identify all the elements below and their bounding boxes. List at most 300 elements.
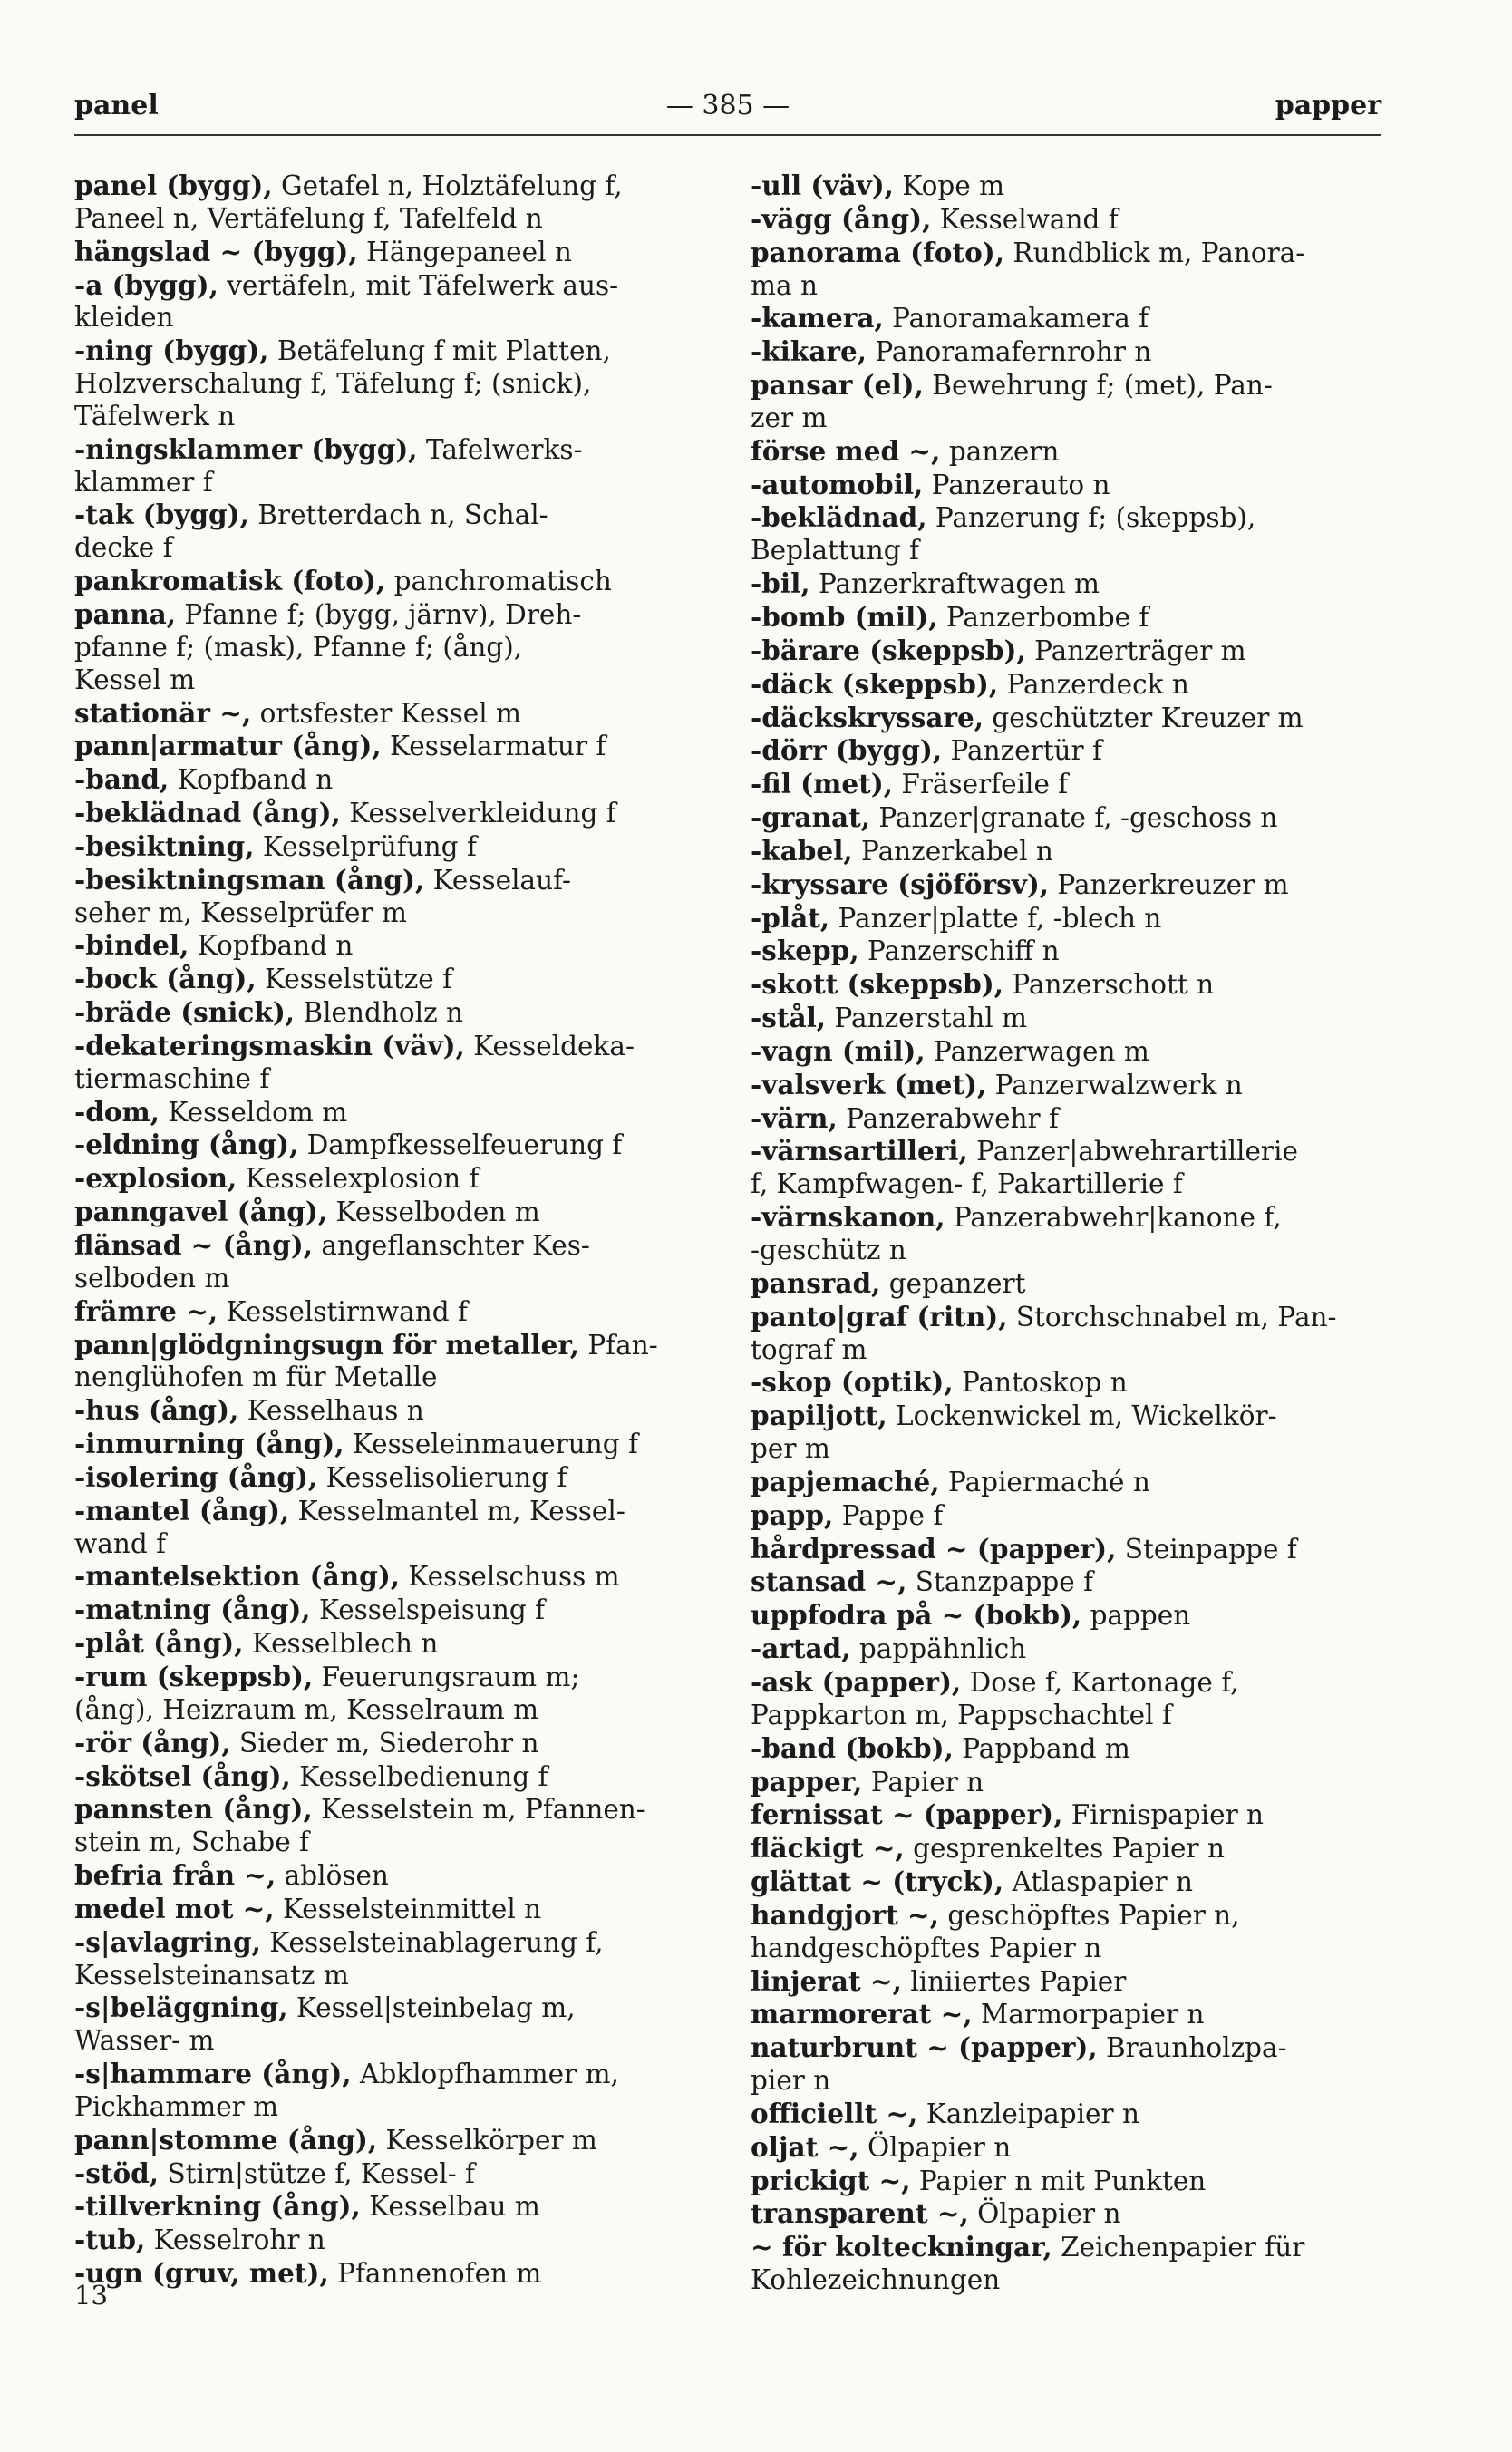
entry-headword: -beklädnad, — [751, 501, 927, 534]
entry-headword: pansrad, — [751, 1266, 881, 1299]
entry-translation: Abklopfhammer m, — [351, 2059, 619, 2090]
entry-headword: -bomb (mil), — [751, 600, 938, 633]
entry-continuation — [74, 368, 709, 401]
entry-headword: -bärare (skeppsb), — [751, 634, 1026, 666]
entry-translation: tograf m — [751, 1333, 867, 1365]
entry-continuation — [751, 1334, 1385, 1367]
entry-headword: -tak (bygg), — [74, 499, 249, 531]
entry-translation: Panzerträger m — [1025, 635, 1246, 666]
entry-headword: uppfodra på ~ (bokb), — [751, 1599, 1082, 1632]
entry-translation: Pappe f — [833, 1499, 944, 1531]
entry-headword: -matning (ång), — [74, 1594, 311, 1626]
entry-headword: -explosion, — [74, 1162, 237, 1195]
entry-headword: -tub, — [74, 2224, 146, 2256]
entry-translation: per m — [751, 1433, 830, 1465]
entry-headword: -tillverkning (ång), — [74, 2190, 361, 2223]
entry-translation: Panzerstahl m — [826, 1003, 1028, 1034]
entry-headword: pann|glödgningsugn för metaller, — [74, 1328, 580, 1361]
entry-translation: angeflanschter Kes- — [313, 1230, 590, 1261]
entry-translation: Panzerbombe f — [937, 601, 1149, 633]
entry-translation: Pfan- — [579, 1329, 658, 1361]
entry-translation: Papier n mit Punkten — [910, 2165, 1207, 2196]
entry-translation: Panzerkabel n — [852, 835, 1053, 867]
entry-translation: Panzerauto n — [923, 469, 1110, 500]
entry-translation: gepanzert — [880, 1267, 1026, 1299]
entry-translation: Panzerkraftwagen m — [809, 568, 1100, 600]
entry-translation: Pfannenofen m — [328, 2258, 542, 2290]
entry-translation: pier n — [751, 2065, 831, 2097]
entry-translation: Panzer|abwehrartillerie — [967, 1136, 1298, 1168]
entry-headword: -artad, — [751, 1633, 851, 1665]
entry-headword: pann|armatur (ång), — [74, 730, 382, 762]
dictionary-entry — [74, 864, 709, 897]
entry-headword: oljat ~, — [751, 2130, 859, 2163]
entry-headword: -ningsklammer (bygg), — [74, 432, 418, 465]
dictionary-entry — [74, 1096, 709, 1129]
entry-headword: marmorerat ~, — [751, 1998, 973, 2030]
entry-translation: Kesselmantel m, Kessel- — [289, 1495, 625, 1526]
dictionary-entry — [74, 697, 709, 731]
dictionary-entry — [751, 635, 1385, 668]
entry-continuation — [74, 2091, 709, 2124]
entry-translation: Panzerabwehr f — [837, 1102, 1059, 1134]
entry-translation: Täfelwerk n — [74, 400, 236, 431]
entry-translation: Kesseleinmauerung f — [344, 1429, 638, 1460]
dictionary-entry — [74, 1859, 709, 1893]
dictionary-entry — [751, 601, 1385, 635]
entry-translation: Kesseldeka- — [464, 1030, 635, 1061]
dictionary-entry — [74, 963, 709, 996]
entry-translation: Bretterdach n, Schal- — [248, 499, 548, 531]
entry-headword: -vägg (ång), — [751, 202, 932, 235]
entry-translation: Panzerschiff n — [858, 935, 1060, 967]
dictionary-entry — [74, 1196, 709, 1229]
dictionary-entry — [751, 1201, 1385, 1235]
dictionary-entry — [74, 2157, 709, 2191]
entry-translation: Panzerdeck n — [998, 668, 1189, 700]
entry-continuation — [751, 1168, 1385, 1201]
entry-translation: (ång), Heizraum m, Kesselraum m — [74, 1693, 539, 1725]
entry-translation: liniiertes Papier — [901, 1965, 1127, 1997]
left-column — [74, 170, 709, 2291]
entry-headword: naturbrunt ~ (papper), — [751, 2031, 1098, 2064]
dictionary-entry — [74, 1295, 709, 1329]
dictionary-entry — [751, 237, 1385, 270]
entry-headword: -skop (optik), — [751, 1366, 954, 1399]
entry-continuation — [74, 1960, 709, 1992]
entry-translation: Kohlezeichnungen — [751, 2264, 1001, 2296]
dictionary-entry — [74, 334, 709, 368]
entry-translation: Panzerwalzwerk n — [986, 1069, 1243, 1100]
entry-translation: Zeichenpapier für — [1052, 2232, 1305, 2263]
dictionary-entry — [751, 1135, 1385, 1168]
entry-translation: Stirn|stütze f, Kessel- f — [159, 2157, 475, 2189]
entry-translation: Panzerwagen m — [925, 1035, 1149, 1067]
entry-translation: Kesselhaus n — [238, 1395, 424, 1427]
dictionary-entry — [74, 1926, 709, 1960]
entry-headword: -a (bygg), — [74, 268, 218, 301]
entry-continuation — [74, 532, 709, 565]
dictionary-entry — [751, 1366, 1385, 1400]
entry-continuation — [74, 467, 709, 499]
entry-translation: selboden m — [74, 1262, 230, 1294]
entry-headword: pannsten (ång), — [74, 1793, 313, 1826]
dictionary-entry — [74, 1727, 709, 1760]
dictionary-entry — [751, 170, 1385, 203]
entry-translation: panzern — [940, 435, 1060, 467]
dictionary-entry — [751, 1035, 1385, 1069]
entry-headword: ~ för kolteckningar, — [751, 2231, 1052, 2263]
entry-translation: kleiden — [74, 302, 174, 334]
dictionary-entry — [751, 2197, 1385, 2231]
entry-translation: Braunholzpa- — [1097, 2032, 1287, 2064]
dictionary-entry — [751, 1466, 1385, 1499]
dictionary-entry — [74, 2124, 709, 2157]
entry-translation: Panzertür f — [942, 735, 1102, 767]
entry-headword: linjerat ~, — [751, 1964, 902, 1997]
dictionary-entry — [751, 1069, 1385, 1102]
entry-translation: Getafel n, Holztäfelung f, — [272, 170, 623, 201]
dictionary-entry — [74, 1760, 709, 1794]
entry-headword: pann|stomme (ång), — [74, 2123, 378, 2156]
entry-translation: Kopfband n — [189, 930, 354, 962]
entry-translation: gesprenkeltes Papier n — [904, 1833, 1225, 1865]
dictionary-entry — [74, 1162, 709, 1196]
entry-headword: -kamera, — [751, 302, 884, 334]
dictionary-entry — [751, 1666, 1385, 1700]
dictionary-entry — [74, 1461, 709, 1495]
entry-continuation — [74, 632, 709, 664]
dictionary-entry — [74, 1793, 709, 1827]
dictionary-entry — [751, 2098, 1385, 2131]
entry-headword: glättat ~ (tryck), — [751, 1866, 1004, 1898]
dictionary-entry — [74, 1560, 709, 1594]
entry-translation: Kesselsteinmittel n — [274, 1893, 542, 1924]
entry-continuation — [751, 535, 1385, 567]
entry-translation: stein m, Schabe f — [74, 1827, 309, 1858]
dictionary-entry — [74, 929, 709, 963]
entry-headword: panna, — [74, 597, 177, 630]
entry-headword: -fil (met), — [751, 768, 893, 800]
entry-translation: Kesselprüfung f — [254, 830, 477, 862]
entry-headword: -kikare, — [751, 335, 867, 368]
entry-headword: -däck (skeppsb), — [751, 667, 999, 700]
entry-headword: befria från ~, — [74, 1859, 276, 1892]
entry-translation: Papiermaché n — [939, 1466, 1150, 1497]
entry-continuation — [751, 2065, 1385, 2098]
entry-headword: -s|beläggning, — [74, 1992, 288, 2024]
dictionary-entry — [74, 1893, 709, 1926]
dictionary-entry — [751, 1002, 1385, 1035]
dictionary-entry — [751, 835, 1385, 868]
entry-headword: -besiktning, — [74, 829, 255, 862]
entry-headword: -bräde (snick), — [74, 996, 296, 1029]
entry-headword: -dörr (bygg), — [751, 734, 943, 767]
entry-headword: -isolering (ång), — [74, 1460, 318, 1493]
entry-translation: Storchschnabel m, Pan- — [1007, 1301, 1337, 1333]
entry-translation: Kesselschuss m — [400, 1561, 620, 1593]
dictionary-entry — [751, 1533, 1385, 1566]
dictionary-entry — [74, 797, 709, 830]
entry-translation: Steinpappe f — [1116, 1533, 1297, 1565]
dictionary-entry — [74, 2190, 709, 2224]
entry-translation: decke f — [74, 532, 173, 564]
entry-translation: Paneel n, Vertäfelung f, Tafelfeld n — [74, 202, 543, 234]
entry-continuation — [751, 1700, 1385, 1732]
dictionary-entry — [751, 203, 1385, 237]
entry-headword: panorama (foto), — [751, 236, 1004, 268]
entry-continuation — [751, 1433, 1385, 1466]
entry-continuation — [74, 1528, 709, 1561]
dictionary-entry — [751, 1899, 1385, 1933]
entry-headword: -automobil, — [751, 468, 924, 500]
dictionary-entry — [751, 868, 1385, 902]
entry-translation: Panzer|platte f, -blech n — [829, 902, 1162, 934]
entry-translation: Feuerungsraum m; — [313, 1661, 580, 1692]
entry-headword: fläckigt ~, — [751, 1832, 905, 1865]
dictionary-entry — [74, 730, 709, 763]
entry-translation: Kesselverkleidung f — [340, 798, 616, 829]
entry-translation: Pappband m — [953, 1732, 1130, 1764]
entry-headword: -skepp, — [751, 935, 859, 967]
dictionary-entry — [74, 2224, 709, 2257]
dictionary-entry — [74, 269, 709, 303]
dictionary-entry — [74, 1428, 709, 1461]
entry-translation: Dampfkesselfeuerung f — [298, 1129, 623, 1161]
entry-translation: Kesselbau m — [360, 2191, 540, 2223]
dictionary-entry — [74, 2058, 709, 2091]
entry-translation: Kesselstirnwand f — [218, 1295, 468, 1327]
dictionary-entry — [751, 702, 1385, 735]
entry-translation: Panzerschott n — [1003, 969, 1215, 1001]
entry-translation: vertäfeln, mit Täfelwerk aus- — [218, 269, 619, 301]
entry-translation: Pantoskop n — [953, 1367, 1128, 1399]
entry-translation: Holzverschalung f, Täfelung f; (snick), — [74, 368, 592, 400]
dictionary-entry — [74, 565, 709, 598]
entry-continuation — [751, 270, 1385, 303]
entry-translation: Kesselboden m — [327, 1197, 540, 1228]
entry-translation: -geschütz n — [751, 1235, 906, 1265]
dictionary-entry — [751, 1267, 1385, 1301]
entry-headword: -kryssare (sjöförsv), — [751, 867, 1050, 900]
entry-headword: -skötsel (ång), — [74, 1759, 291, 1792]
entry-headword: -rör (ång), — [74, 1726, 231, 1759]
entry-headword: hårdpressad ~ (papper), — [751, 1532, 1117, 1565]
entry-translation: Atlaspapier n — [1003, 1866, 1194, 1898]
entry-translation: Ölpapier n — [968, 2198, 1121, 2230]
dictionary-entry — [751, 801, 1385, 835]
dictionary-entry — [74, 433, 709, 467]
entry-continuation — [74, 1263, 709, 1295]
dictionary-entry — [751, 2231, 1385, 2264]
dictionary-entry — [751, 435, 1385, 469]
entry-continuation — [751, 402, 1385, 435]
entry-headword: -bil, — [751, 567, 810, 600]
dictionary-entry — [751, 501, 1385, 535]
entry-headword: -bindel, — [74, 929, 189, 962]
entry-headword: -band (bokb), — [751, 1731, 954, 1764]
page-header — [74, 87, 1381, 136]
dictionary-entry — [74, 170, 709, 203]
entry-translation: nenglühofen m für Metalle — [74, 1362, 438, 1393]
dictionary-entry — [74, 1394, 709, 1428]
entry-translation: Kesselstütze f — [256, 964, 453, 995]
right-column — [751, 170, 1385, 2297]
entry-translation: Kesselauf- — [424, 864, 571, 896]
entry-headword: främre ~, — [74, 1294, 218, 1327]
entry-translation: Firnispapier n — [1062, 1799, 1265, 1831]
dictionary-entry — [751, 768, 1385, 801]
entry-continuation — [74, 2025, 709, 2058]
entry-translation: Bewehrung f; (met), Pan- — [923, 370, 1273, 402]
entry-headword: -ull (väv), — [751, 170, 894, 201]
entry-headword: -granat, — [751, 801, 870, 834]
entry-translation: Dose f, Kartonage f, — [961, 1666, 1239, 1698]
dictionary-entry — [751, 1832, 1385, 1866]
dictionary-entry — [74, 1229, 709, 1263]
dictionary-entry — [751, 302, 1385, 335]
entry-translation: Marmorpapier n — [972, 1999, 1205, 2030]
entry-translation: Hängepaneel n — [357, 236, 572, 267]
entry-translation: Panzer|granate f, -geschoss n — [870, 802, 1278, 834]
dictionary-entry — [74, 1627, 709, 1661]
entry-headword: -dom, — [74, 1095, 160, 1128]
entry-translation: Kopfband n — [169, 764, 334, 796]
entry-translation: Papier n — [862, 1766, 984, 1798]
entry-headword: papp, — [751, 1498, 834, 1531]
dictionary-entry — [751, 668, 1385, 702]
entry-continuation — [751, 1235, 1385, 1267]
dictionary-entry — [751, 1798, 1385, 1832]
entry-headword: -beklädnad (ång), — [74, 797, 341, 829]
dictionary-entry — [74, 1992, 709, 2025]
entry-headword: -valsverk (met), — [751, 1068, 987, 1100]
entry-translation: pappähnlich — [850, 1633, 1027, 1665]
entry-headword: -besiktningsman (ång), — [74, 863, 425, 896]
signature-mark: 13 — [74, 2280, 108, 2311]
entry-translation: Kesselexplosion f — [237, 1163, 480, 1195]
dictionary-entry — [751, 2165, 1385, 2198]
dictionary-entry — [751, 1400, 1385, 1433]
entry-translation: Panzerkreuzer m — [1049, 868, 1289, 900]
entry-translation: geschützter Kreuzer m — [984, 702, 1304, 733]
dictionary-entry — [751, 1565, 1385, 1599]
entry-translation: Kesselspeisung f — [310, 1594, 546, 1626]
entry-translation: Rundblick m, Panora- — [1003, 237, 1305, 268]
entry-continuation — [74, 1362, 709, 1394]
entry-headword: -plåt (ång), — [74, 1627, 244, 1660]
entry-translation: Sieder m, Siederohr n — [230, 1727, 539, 1759]
entry-headword: -vagn (mil), — [751, 1034, 926, 1067]
entry-translation: handgeschöpftes Papier n — [751, 1932, 1102, 1963]
entry-translation: ma n — [751, 269, 818, 301]
entry-headword: pankromatisk (foto), — [74, 565, 386, 597]
dictionary-entry — [751, 369, 1385, 402]
entry-headword: transparent ~, — [751, 2197, 969, 2230]
entry-headword: officiellt ~, — [751, 2097, 918, 2129]
entry-translation: Kessel|steinbelag m, — [287, 1992, 576, 2024]
dictionary-entry — [74, 499, 709, 532]
entry-translation: Blendholz n — [295, 997, 463, 1029]
entry-translation: zer m — [751, 402, 828, 433]
entry-translation: wand f — [74, 1527, 167, 1559]
entry-headword: papjemaché, — [751, 1465, 940, 1497]
entry-headword: -ask (papper), — [751, 1665, 962, 1698]
entry-translation: klammer f — [74, 466, 213, 498]
entry-translation: Stanzpappe f — [906, 1566, 1093, 1598]
dictionary-entry — [74, 1594, 709, 1627]
entry-translation: Kesselstein m, Pfannen- — [312, 1794, 645, 1826]
entry-headword: -plåt, — [751, 901, 830, 934]
entry-translation: f, Kampfwagen- f, Pakartillerie f — [751, 1168, 1183, 1200]
entry-headword: hängslad ~ (bygg), — [74, 235, 358, 267]
dictionary-entry — [751, 1965, 1385, 1999]
entry-translation: pappen — [1081, 1600, 1191, 1632]
entry-continuation — [74, 1063, 709, 1096]
entry-headword: -dekateringsmaskin (väv), — [74, 1029, 465, 1061]
entry-translation: Kesselsteinansatz m — [74, 1959, 349, 1991]
entry-translation: Pickhammer m — [74, 2090, 279, 2122]
entry-headword: förse med ~, — [751, 434, 941, 467]
entry-headword: -stöd, — [74, 2156, 160, 2189]
entry-headword: -värnsartilleri, — [751, 1135, 968, 1168]
entry-translation: Tafelwerks- — [417, 433, 583, 465]
entry-headword: papiljott, — [751, 1400, 887, 1432]
entry-translation: panchromatisch — [385, 566, 612, 597]
entry-translation: Panoramakamera f — [883, 303, 1149, 334]
dictionary-entry — [751, 567, 1385, 601]
entry-translation: Ölpapier n — [858, 2131, 1012, 2163]
entry-translation: geschöpftes Papier n, — [939, 1899, 1240, 1931]
entry-translation: Lockenwickel m, Wickelkör- — [887, 1400, 1277, 1432]
entry-translation: Kesselisolierung f — [317, 1461, 567, 1493]
entry-headword: -band, — [74, 763, 170, 796]
dictionary-entry — [74, 996, 709, 1030]
entry-headword: -s|avlagring, — [74, 1925, 261, 1958]
entry-continuation — [751, 2264, 1385, 2297]
dictionary-entry — [74, 1129, 709, 1162]
entry-translation: Kesselarmatur f — [381, 731, 606, 762]
entry-translation: Kesselkörper m — [377, 2124, 597, 2156]
entry-headword: -stål, — [751, 1002, 827, 1034]
entry-translation: seher m, Kesselprüfer m — [74, 896, 407, 928]
entry-headword: fernissat ~ (papper), — [751, 1798, 1063, 1831]
entry-headword: panngavel (ång), — [74, 1196, 328, 1228]
entry-continuation — [74, 1827, 709, 1859]
dictionary-entry — [74, 1329, 709, 1362]
dictionary-entry — [74, 236, 709, 269]
entry-translation: Kanzleipapier n — [917, 2098, 1139, 2129]
entry-headword: -inmurning (ång), — [74, 1428, 344, 1460]
entry-headword: papper, — [751, 1765, 863, 1798]
entry-headword: -värn, — [751, 1101, 838, 1134]
entry-translation: Pfanne f; (bygg, järnv), Dreh- — [176, 598, 582, 630]
dictionary-entry — [751, 1633, 1385, 1666]
dictionary-entry — [74, 1030, 709, 1063]
dictionary-entry — [751, 1599, 1385, 1633]
dictionary-entry — [751, 1766, 1385, 1799]
entry-translation: Panzerung f; (skeppsb), — [926, 502, 1256, 534]
entry-headword: -mantel (ång), — [74, 1494, 290, 1526]
entry-headword: panel (bygg), — [74, 170, 273, 201]
entry-headword: -ugn (gruv, met), — [74, 2257, 329, 2290]
entry-continuation — [74, 203, 709, 236]
entry-translation: Kesselsteinablagerung f, — [260, 1926, 604, 1958]
entry-translation: Kesselwand f — [931, 203, 1119, 235]
dictionary-entry — [751, 734, 1385, 768]
entry-headword: -rum (skeppsb), — [74, 1660, 314, 1692]
entry-translation: pfanne f; (mask), Pfanne f; (ång), — [74, 631, 523, 663]
